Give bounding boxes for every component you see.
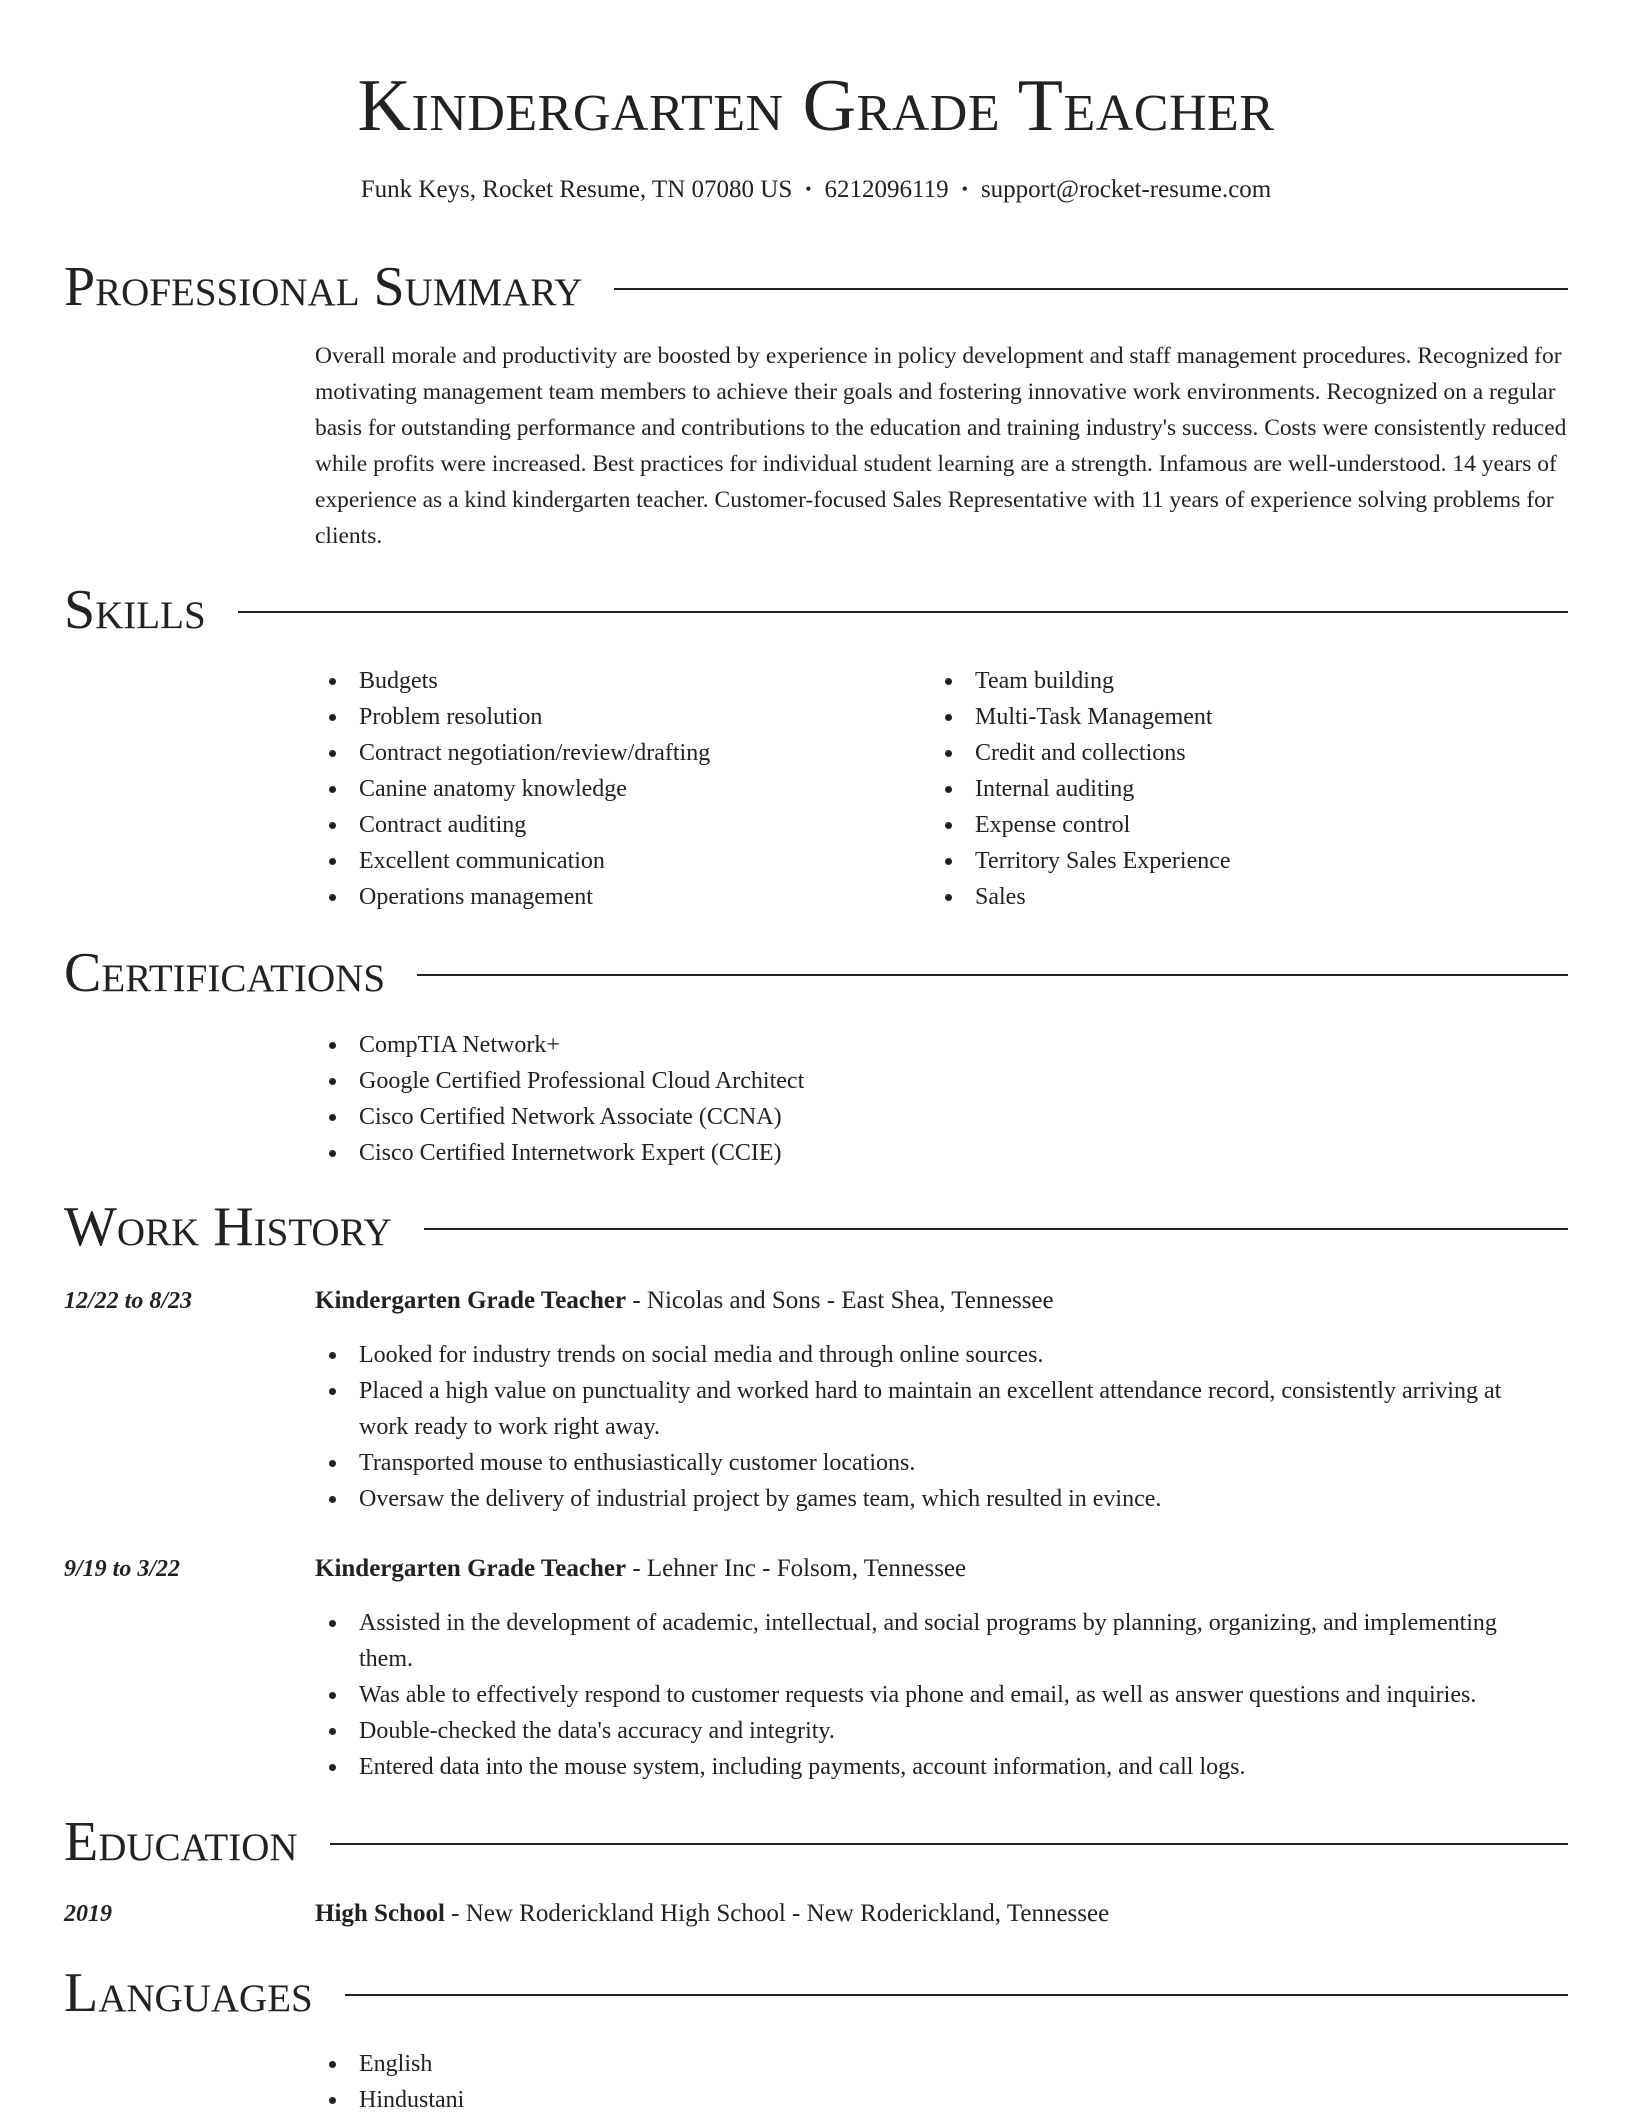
job-bullet: Assisted in the development of academic, intellectual, and social programs by planning, organizing, and implementing them. — [315, 1605, 1555, 1677]
section-title-languages: Languages — [64, 1962, 313, 2024]
skill-item: Territory Sales Experience — [931, 843, 1551, 879]
summary-text: Overall morale and productivity are boosted by experience in policy development and staff management procedures. Recognized for motivating management team members to achieve their goals and fostering innovative work environments. Recognized on a regular basis for outstanding performance and contributions to the education and training industry's success. Costs were consistently reduced while profits were increased. Best practices for individual student learning are a strength. Infamous are well-understood. 14 years of experience as a kind kindergarten teacher. Customer-focused Sales Representative with 11 years of experience solving problems for clients. — [315, 343, 1567, 549]
skill-item: Contract auditing — [315, 807, 905, 843]
section-divider — [417, 974, 1568, 976]
contact-phone: 6212096119 — [824, 176, 949, 203]
education-section-header — [64, 1807, 1568, 1877]
job-heading — [315, 1283, 1054, 1319]
certifications-list — [315, 1027, 1555, 1171]
certification-item: CompTIA Network+ — [315, 1027, 1555, 1063]
section-title-skills: Skills — [64, 579, 206, 641]
job-bullet: Placed a high value on punctuality and worked hard to maintain an excellent attendance record, consistently arriving at work ready to work right away. — [315, 1373, 1555, 1445]
skill-item: Operations management — [315, 879, 905, 915]
language-item: English — [315, 2046, 1555, 2082]
skill-item: Credit and collections — [931, 735, 1551, 771]
job-title: Kindergarten Grade Teacher — [315, 1287, 627, 1314]
skill-item: Sales — [931, 879, 1551, 915]
section-divider — [330, 1843, 1568, 1845]
languages-list — [315, 2046, 1555, 2118]
job-bullet: Transported mouse to enthusiastically customer locations. — [315, 1445, 1555, 1481]
job-bullet: Was able to effectively respond to customer requests via phone and email, as well as answer questions and inquiries. — [315, 1677, 1555, 1713]
skills-list-right — [931, 663, 1551, 915]
job-bullet: Double-checked the data's accuracy and integrity. — [315, 1713, 1555, 1749]
job-bullets — [315, 1605, 1555, 1785]
section-title-work: Work History — [64, 1196, 392, 1258]
section-divider — [424, 1228, 1568, 1230]
education-details: - New Roderickland High School - New Roderickland, Tennessee — [444, 1900, 1110, 1927]
job-details: - Lehner Inc - Folsom, Tennessee — [626, 1555, 967, 1582]
work-section-header — [64, 1192, 1568, 1262]
job-dates: 9/19 to 3/22 — [64, 1556, 181, 1582]
skill-item: Multi-Task Management — [931, 699, 1551, 735]
certification-item: Cisco Certified Internetwork Expert (CCIE) — [315, 1135, 1555, 1171]
education-heading — [315, 1896, 1109, 1932]
contact-email: support@rocket-resume.com — [980, 176, 1272, 203]
skill-item: Expense control — [931, 807, 1551, 843]
section-divider — [345, 1994, 1568, 1996]
section-title-summary: Professional Summary — [64, 256, 583, 318]
job-title: Kindergarten Grade Teacher — [315, 1555, 627, 1582]
job-dates: 12/22 to 8/23 — [64, 1288, 193, 1314]
contact-address: Funk Keys, Rocket Resume, TN 07080 US — [360, 176, 793, 203]
resume-name: Kindergarten Grade Teacher — [357, 65, 1275, 147]
skills-list-left — [315, 663, 905, 915]
job-bullets — [315, 1337, 1555, 1517]
summary-section-header — [64, 252, 1568, 322]
contact-separator: • — [961, 179, 968, 199]
skill-item: Team building — [931, 663, 1551, 699]
language-item: Hindustani — [315, 2082, 1555, 2118]
skill-item: Excellent communication — [315, 843, 905, 879]
job-heading — [315, 1551, 966, 1587]
section-divider — [238, 611, 1568, 613]
skill-item: Contract negotiation/review/drafting — [315, 735, 905, 771]
skill-item: Canine anatomy knowledge — [315, 771, 905, 807]
job-bullet: Oversaw the delivery of industrial project by games team, which resulted in evince. — [315, 1481, 1555, 1517]
skill-item: Budgets — [315, 663, 905, 699]
skills-section-header — [64, 575, 1568, 645]
skill-item: Internal auditing — [931, 771, 1551, 807]
certification-item: Google Certified Professional Cloud Architect — [315, 1063, 1555, 1099]
job-bullet: Entered data into the mouse system, including payments, account information, and call logs. — [315, 1749, 1555, 1785]
skill-item: Problem resolution — [315, 699, 905, 735]
job-details: - Nicolas and Sons - East Shea, Tennessee — [626, 1287, 1054, 1314]
section-title-education: Education — [64, 1811, 298, 1873]
languages-section-header — [64, 1958, 1568, 2028]
contact-line — [0, 174, 1632, 207]
education-year: 2019 — [64, 1901, 112, 1927]
certification-item: Cisco Certified Network Associate (CCNA) — [315, 1099, 1555, 1135]
section-divider — [614, 288, 1568, 290]
certifications-section-header — [64, 938, 1568, 1008]
job-bullet: Looked for industry trends on social media and through online sources. — [315, 1337, 1555, 1373]
education-degree: High School — [315, 1900, 445, 1927]
section-title-certifications: Certifications — [64, 942, 386, 1004]
contact-separator: • — [805, 179, 812, 199]
